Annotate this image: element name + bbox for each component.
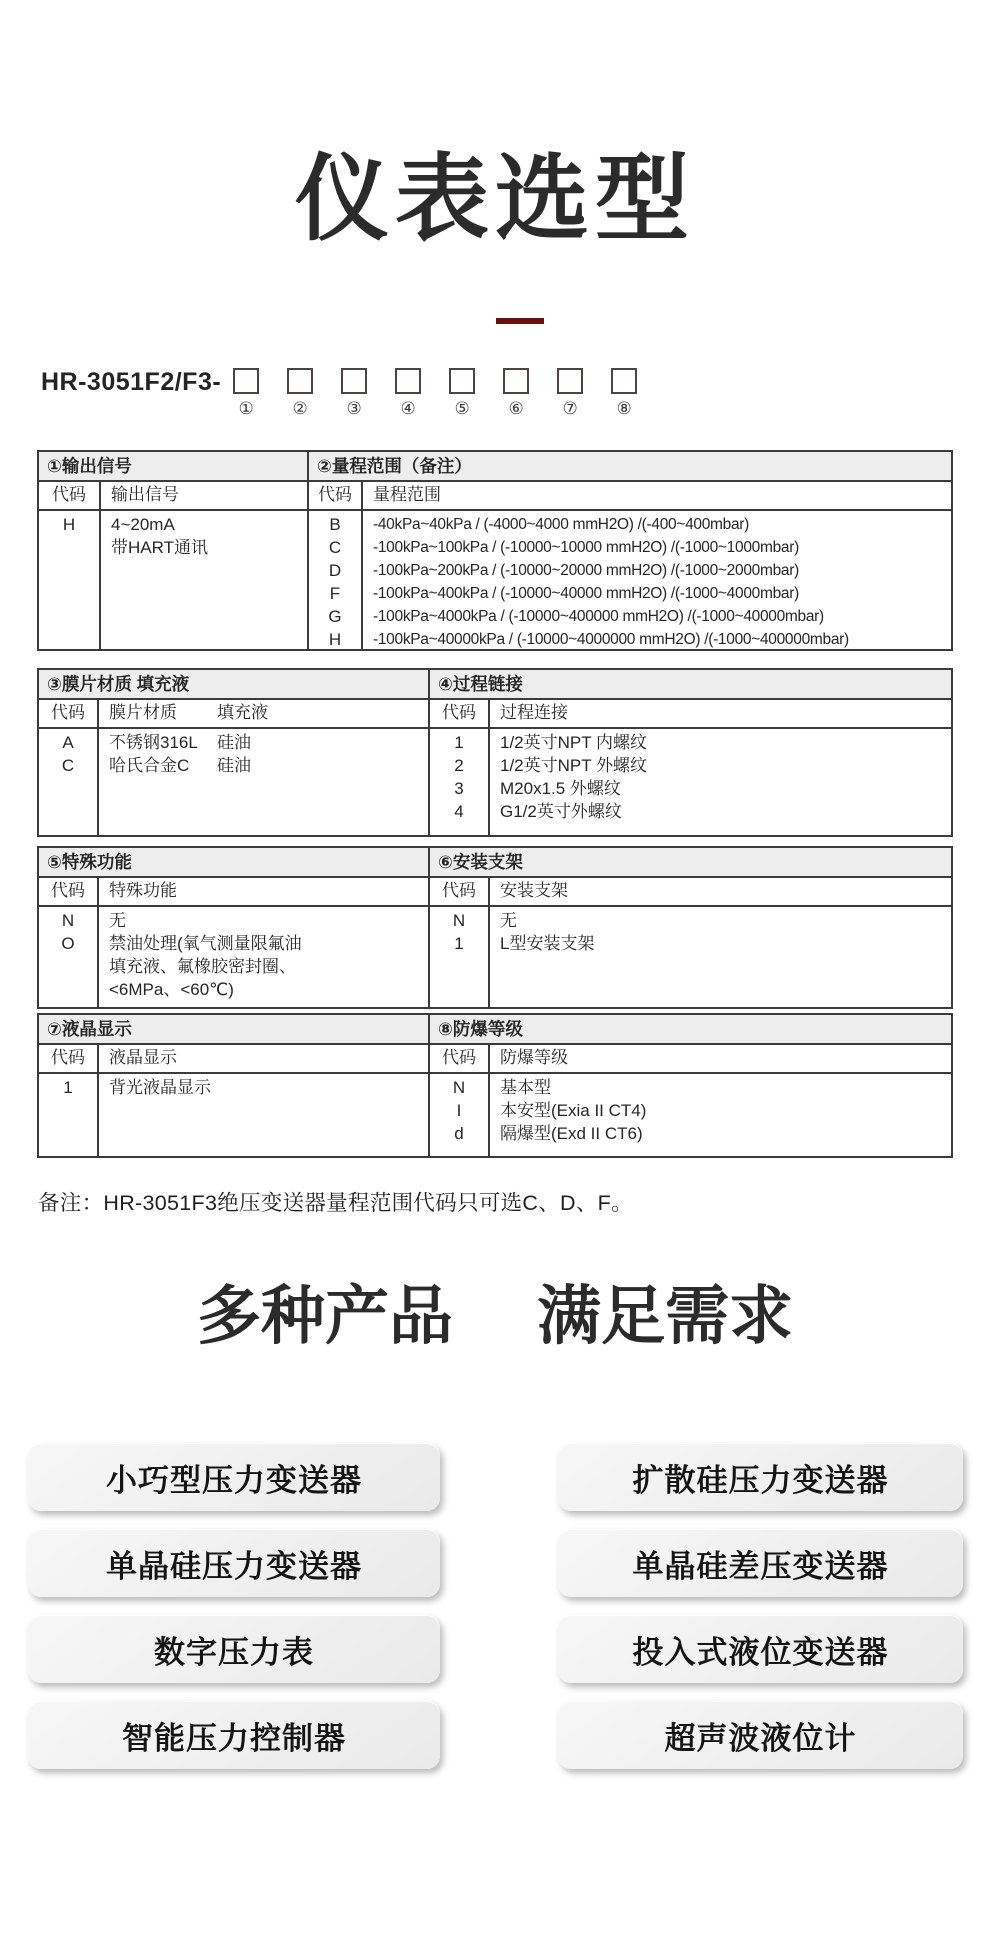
value-column-header: 防爆等级 — [500, 1048, 568, 1067]
fill-column-header: 填充液 — [217, 703, 268, 722]
product-button-ultrasonic-level-meter[interactable]: 超声波液位计 — [558, 1701, 963, 1769]
value-cells — [99, 907, 428, 1007]
value-cell: 本安型(Exia II CT4) — [500, 1101, 647, 1120]
code-cell: 4 — [454, 802, 464, 821]
value-column-header: 量程范围 — [373, 485, 441, 504]
code-cell: A — [62, 733, 74, 752]
section-mounting-bracket — [430, 848, 951, 1007]
model-position-slot — [233, 368, 287, 418]
product-button-diffused-silicon-pressure-transmitter[interactable]: 扩散硅压力变送器 — [558, 1443, 963, 1511]
code-cells — [39, 511, 101, 649]
section-title: ⑦液晶显示 — [39, 1015, 428, 1045]
value-cell: -40kPa~40kPa / (-4000~4000 mmH2O) /(-400~400mbar) — [373, 516, 750, 533]
table-body — [39, 511, 307, 649]
code-column-header: 代码 — [39, 482, 101, 509]
code-cell: 1 — [454, 934, 464, 953]
code-column-header: 代码 — [430, 878, 490, 905]
value-cell: -100kPa~200kPa / (-10000~20000 mmH2O) /(-1000~2000mbar) — [373, 562, 799, 579]
value-cells — [490, 907, 951, 1007]
value-cell: -100kPa~4000kPa / (-10000~400000 mmH2O) /(-1000~40000mbar) — [373, 608, 824, 625]
section-diaphragm-material — [39, 670, 430, 835]
model-position-slot — [611, 368, 665, 418]
value-column-header: 安装支架 — [500, 881, 568, 900]
code-cells — [430, 907, 490, 1007]
column-headers — [39, 482, 307, 511]
material-value: 不锈钢316L — [109, 733, 198, 752]
section-title: ①输出信号 — [39, 452, 307, 482]
code-cells — [39, 1074, 99, 1156]
table-body — [430, 1074, 951, 1156]
code-cells — [430, 1074, 490, 1156]
model-code-box-8[interactable] — [611, 368, 637, 394]
value-cell: -100kPa~100kPa / (-10000~10000 mmH2O) /(-1000~1000mbar) — [373, 539, 799, 556]
model-code-box-3[interactable] — [341, 368, 367, 394]
value-cells — [490, 1074, 951, 1156]
code-cell: C — [328, 538, 342, 557]
model-position-slot — [341, 368, 395, 418]
product-row — [28, 1615, 963, 1683]
model-position-slot — [557, 368, 611, 418]
value-cell: 无 — [109, 911, 126, 930]
table-body — [430, 907, 951, 1007]
model-code-box-7[interactable] — [557, 368, 583, 394]
value-cell: 基本型 — [500, 1078, 551, 1097]
column-headers — [430, 700, 951, 729]
code-column-header: 代码 — [39, 700, 99, 727]
model-code-box-2[interactable] — [287, 368, 313, 394]
model-code-box-5[interactable] — [449, 368, 475, 394]
value-cell: 填充液、氟橡胶密封圈、 — [109, 957, 296, 976]
section-range — [309, 452, 951, 649]
selection-note: 备注：HR-3051F3绝压变送器量程范围代码只可选C、D、F。 — [38, 1191, 633, 1215]
table-body — [309, 511, 951, 649]
code-cell: H — [62, 515, 76, 534]
value-column-header: 液晶显示 — [109, 1048, 177, 1067]
products-heading-left: 多种产品 — [197, 1280, 453, 1352]
table-body — [39, 907, 428, 1007]
section-title: ⑥安装支架 — [430, 848, 951, 878]
model-position-slot — [449, 368, 503, 418]
code-cell: I — [456, 1101, 462, 1120]
value-cell: 带HART通讯 — [111, 538, 208, 557]
value-cell: <6MPa、<60℃) — [109, 980, 234, 999]
value-cells — [101, 511, 307, 649]
code-cell: 2 — [454, 756, 464, 775]
table-special-function-and-bracket — [37, 846, 953, 1009]
product-button-submersible-level-transmitter[interactable]: 投入式液位变送器 — [558, 1615, 963, 1683]
value-column-header — [99, 700, 278, 727]
column-headers — [39, 1045, 428, 1074]
model-position-slot — [287, 368, 341, 418]
code-column-header: 代码 — [39, 1045, 99, 1072]
position-number: ② — [292, 399, 308, 418]
model-position-slot — [395, 368, 449, 418]
model-prefix: HR-3051F2/F3- — [41, 368, 222, 396]
code-column-header: 代码 — [430, 700, 490, 727]
code-cell: N — [61, 911, 75, 930]
section-lcd-display — [39, 1015, 430, 1156]
section-explosion-proof — [430, 1015, 951, 1156]
value-column-header: 过程连接 — [500, 703, 568, 722]
value-column-header: 特殊功能 — [109, 881, 177, 900]
product-row — [28, 1701, 963, 1769]
product-button-grid — [28, 1443, 963, 1769]
model-code-box-4[interactable] — [395, 368, 421, 394]
value-cell — [109, 731, 418, 754]
value-cells — [490, 729, 951, 835]
code-cell: 1 — [63, 1078, 73, 1097]
value-cell: M20x1.5 外螺纹 — [500, 779, 621, 798]
value-cell: 背光液晶显示 — [109, 1078, 211, 1097]
position-number: ⑧ — [616, 399, 632, 418]
section-title: ⑧防爆等级 — [430, 1015, 951, 1045]
position-number: ① — [238, 399, 254, 418]
section-title: ④过程链接 — [430, 670, 951, 700]
column-headers — [39, 878, 428, 907]
code-cells — [39, 907, 99, 1007]
column-headers — [39, 700, 428, 729]
section-title: ③膜片材质 填充液 — [39, 670, 428, 700]
position-number: ④ — [400, 399, 416, 418]
product-row — [28, 1443, 963, 1511]
table-output-signal-and-range — [37, 450, 953, 651]
section-title: ②量程范围（备注） — [309, 452, 951, 482]
column-headers — [430, 1045, 951, 1074]
model-position-slot — [503, 368, 557, 418]
value-cell: -100kPa~400kPa / (-10000~40000 mmH2O) /(-1000~4000mbar) — [373, 585, 799, 602]
value-cells — [363, 511, 951, 649]
product-button-compact-pressure-transmitter[interactable]: 小巧型压力变送器 — [28, 1443, 440, 1511]
position-number: ③ — [346, 399, 362, 418]
value-cell: G1/2英寸外螺纹 — [500, 802, 622, 821]
product-button-monocrystalline-silicon-pressure-transmitter[interactable]: 单晶硅压力变送器 — [28, 1529, 440, 1597]
value-cell: L型安装支架 — [500, 934, 595, 953]
code-cell: O — [61, 934, 75, 953]
value-cell: 1/2英寸NPT 内螺纹 — [500, 733, 648, 752]
code-cell: d — [454, 1124, 464, 1143]
column-headers — [309, 482, 951, 511]
section-output-signal — [39, 452, 309, 649]
section-process-connection — [430, 670, 951, 835]
position-number: ⑦ — [562, 399, 578, 418]
value-cell: 1/2英寸NPT 外螺纹 — [500, 756, 648, 775]
products-heading-right: 满足需求 — [537, 1280, 793, 1352]
material-column-header: 膜片材质 — [109, 703, 177, 722]
model-code-row — [41, 368, 665, 418]
code-cell: N — [452, 1078, 466, 1097]
value-cells — [99, 729, 428, 835]
value-column-header: 输出信号 — [111, 485, 179, 504]
table-diaphragm-and-connection — [37, 668, 953, 837]
product-button-smart-pressure-controller[interactable]: 智能压力控制器 — [28, 1701, 440, 1769]
table-body — [39, 729, 428, 835]
model-code-box-6[interactable] — [503, 368, 529, 394]
code-column-header: 代码 — [430, 1045, 490, 1072]
code-column-header: 代码 — [309, 482, 363, 509]
product-button-monocrystalline-silicon-dp-transmitter[interactable]: 单晶硅差压变送器 — [558, 1529, 963, 1597]
code-cell: G — [328, 607, 342, 626]
section-title: ⑤特殊功能 — [39, 848, 428, 878]
value-cell: 隔爆型(Exd II CT6) — [500, 1124, 643, 1143]
products-heading — [0, 1281, 990, 1351]
column-headers — [430, 878, 951, 907]
code-cell: B — [329, 515, 341, 534]
value-cells — [99, 1074, 428, 1156]
value-cell — [109, 754, 418, 777]
table-lcd-and-explosion-proof — [37, 1013, 953, 1158]
product-row — [28, 1529, 963, 1597]
fill-value: 硅油 — [217, 733, 251, 752]
position-number: ⑤ — [454, 399, 470, 418]
code-cell: F — [329, 584, 341, 603]
product-button-digital-pressure-gauge[interactable]: 数字压力表 — [28, 1615, 440, 1683]
value-cell: 禁油处理(氧气测量限氟油 — [109, 934, 302, 953]
code-cells — [309, 511, 363, 649]
value-cell: 4~20mA — [111, 515, 175, 534]
table-body — [430, 729, 951, 835]
code-cells — [39, 729, 99, 835]
value-cell: -100kPa~40000kPa / (-10000~4000000 mmH2O) /(-1000~400000mbar) — [373, 631, 849, 648]
position-number: ⑥ — [508, 399, 524, 418]
code-cell: C — [61, 756, 75, 775]
value-cell: 无 — [500, 911, 517, 930]
section-special-function — [39, 848, 430, 1007]
code-column-header: 代码 — [39, 878, 99, 905]
fill-value: 硅油 — [217, 756, 251, 775]
code-cell: 1 — [454, 733, 464, 752]
accent-dash — [496, 318, 544, 324]
model-code-box-1[interactable] — [233, 368, 259, 394]
code-cells — [430, 729, 490, 835]
table-body — [39, 1074, 428, 1156]
code-cell: D — [328, 561, 342, 580]
code-cell: N — [452, 911, 466, 930]
code-cell: H — [328, 630, 342, 649]
material-value: 哈氏合金C — [109, 756, 190, 775]
page-title: 仪表选型 — [294, 146, 695, 251]
code-cell: 3 — [454, 779, 464, 798]
